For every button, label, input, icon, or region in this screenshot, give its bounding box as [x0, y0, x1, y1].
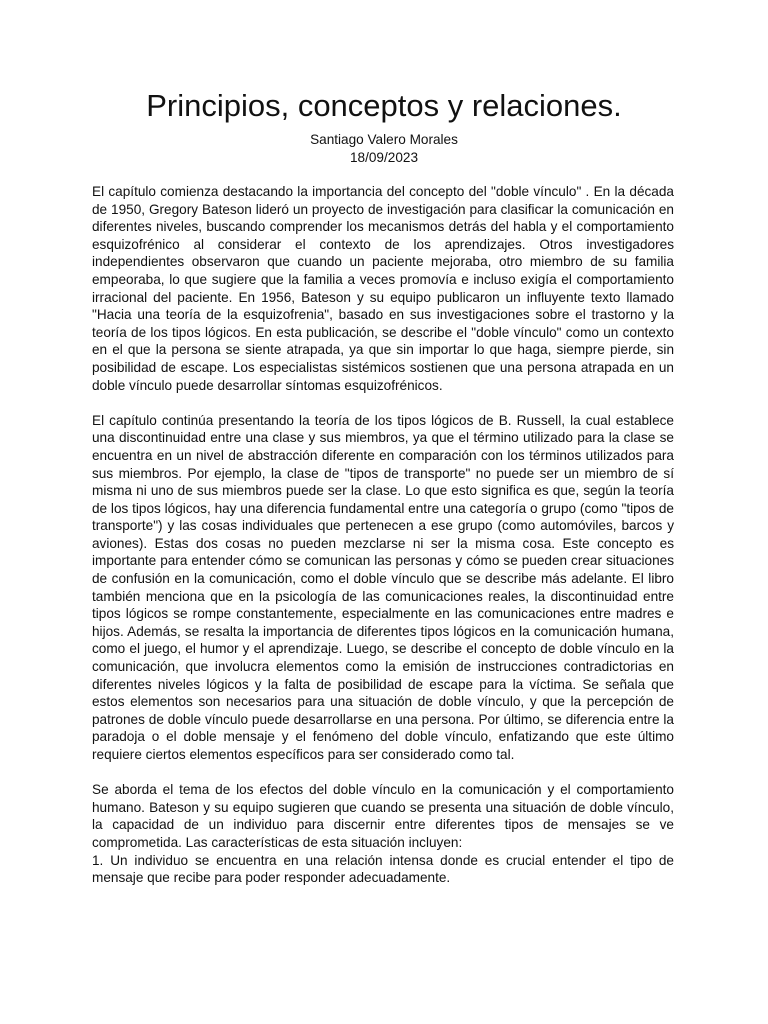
- document-date: 18/09/2023: [349, 150, 419, 165]
- list-item: 1. Un individuo se encuentra en una relación intensa donde es crucial entender el tipo de mensaje que recibe para poder responder adecuadamente.: [92, 852, 674, 886]
- document-author: Santiago Valero Morales: [310, 132, 458, 147]
- document-body: [92, 183, 674, 887]
- document-title: Principios, conceptos y relaciones.: [146, 88, 622, 123]
- paragraph: El capítulo continúa presentando la teoría de los tipos lógicos de B. Russell, la cual establece una discontinuidad entre una clase y sus miembros, ya que el término utilizado para la clase se encuentra en un nivel de abstracción diferente en comparación con los términos utilizados para sus miembros. Por ejemplo, la clase de "tipos de transporte" no puede ser un miembro de sí misma ni uno de sus miembros puede ser la clase. Lo que esto significa es que, según la teoría de los tipos lógicos, hay una diferencia fundamental entre una categoría o grupo (como "tipos de transporte") y las cosas individuales que pertenecen a ese grupo (como automóviles, barcos y aviones). Estas dos cosas no pueden mezclarse ni ser la misma cosa. Este concepto es importante para entender cómo se comunican las personas y cómo se pueden crear situaciones de confusión en la comunicación, como el doble vínculo que se describe más adelante. El libro también menciona que en la psicología de las comunicaciones reales, la discontinuidad entre tipos lógicos se rompe constantemente, especialmente en las comunicaciones entre madres e hijos. Además, se resalta la importancia de diferentes tipos lógicos en la comunicación humana, como el juego, el humor y el aprendizaje. Luego, se describe el concepto de doble vínculo en la comunicación, que involucra elementos como la emisión de instrucciones contradictorias en diferentes niveles lógicos y la falta de posibilidad de escape para la víctima. Se señala que estos elementos son necesarios para una situación de doble vínculo, y que la percepción de patrones de doble vínculo puede desarrollarse en una persona. Por último, se diferencia entre la paradoja o el doble mensaje y el fenómeno del doble vínculo, enfatizando que este último requiere ciertos elementos específicos para ser considerado como tal.: [92, 412, 674, 762]
- paragraph: El capítulo comienza destacando la importancia del concepto del "doble vínculo" . En la década de 1950, Gregory Bateson lideró un proyecto de investigación para clasificar la comunicación en diferentes niveles, buscando comprender los mecanismos detrás del habla y el comportamiento esquizofrénico al considerar el contexto de los aprendizajes. Otros investigadores independientes observaron que cuando un paciente mejoraba, otro miembro de su familia empeoraba, lo que sugiere que la familia a veces promovía e incluso exigía el comportamiento irracional del paciente. En 1956, Bateson y su equipo publicaron un influyente texto llamado "Hacia una teoría de la esquizofrenia", basado en sus investigaciones sobre el trastorno y la teoría de los tipos lógicos. En esta publicación, se describe el "doble vínculo" como un contexto en el que la persona se siente atrapada, ya que sin importar lo que haga, siempre pierde, sin posibilidad de escape. Los especialistas sistémicos sostienen que una persona atrapada en un doble vínculo puede desarrollar síntomas esquizofrénicos.: [92, 184, 674, 393]
- paragraph: Se aborda el tema de los efectos del doble vínculo en la comunicación y el comportamiento humano. Bateson y su equipo sugieren que cuando se presenta una situación de doble vínculo, la capacidad de un individuo para discernir entre diferentes tipos de mensajes se ve comprometida. Las características de esta situación incluyen:: [92, 782, 674, 850]
